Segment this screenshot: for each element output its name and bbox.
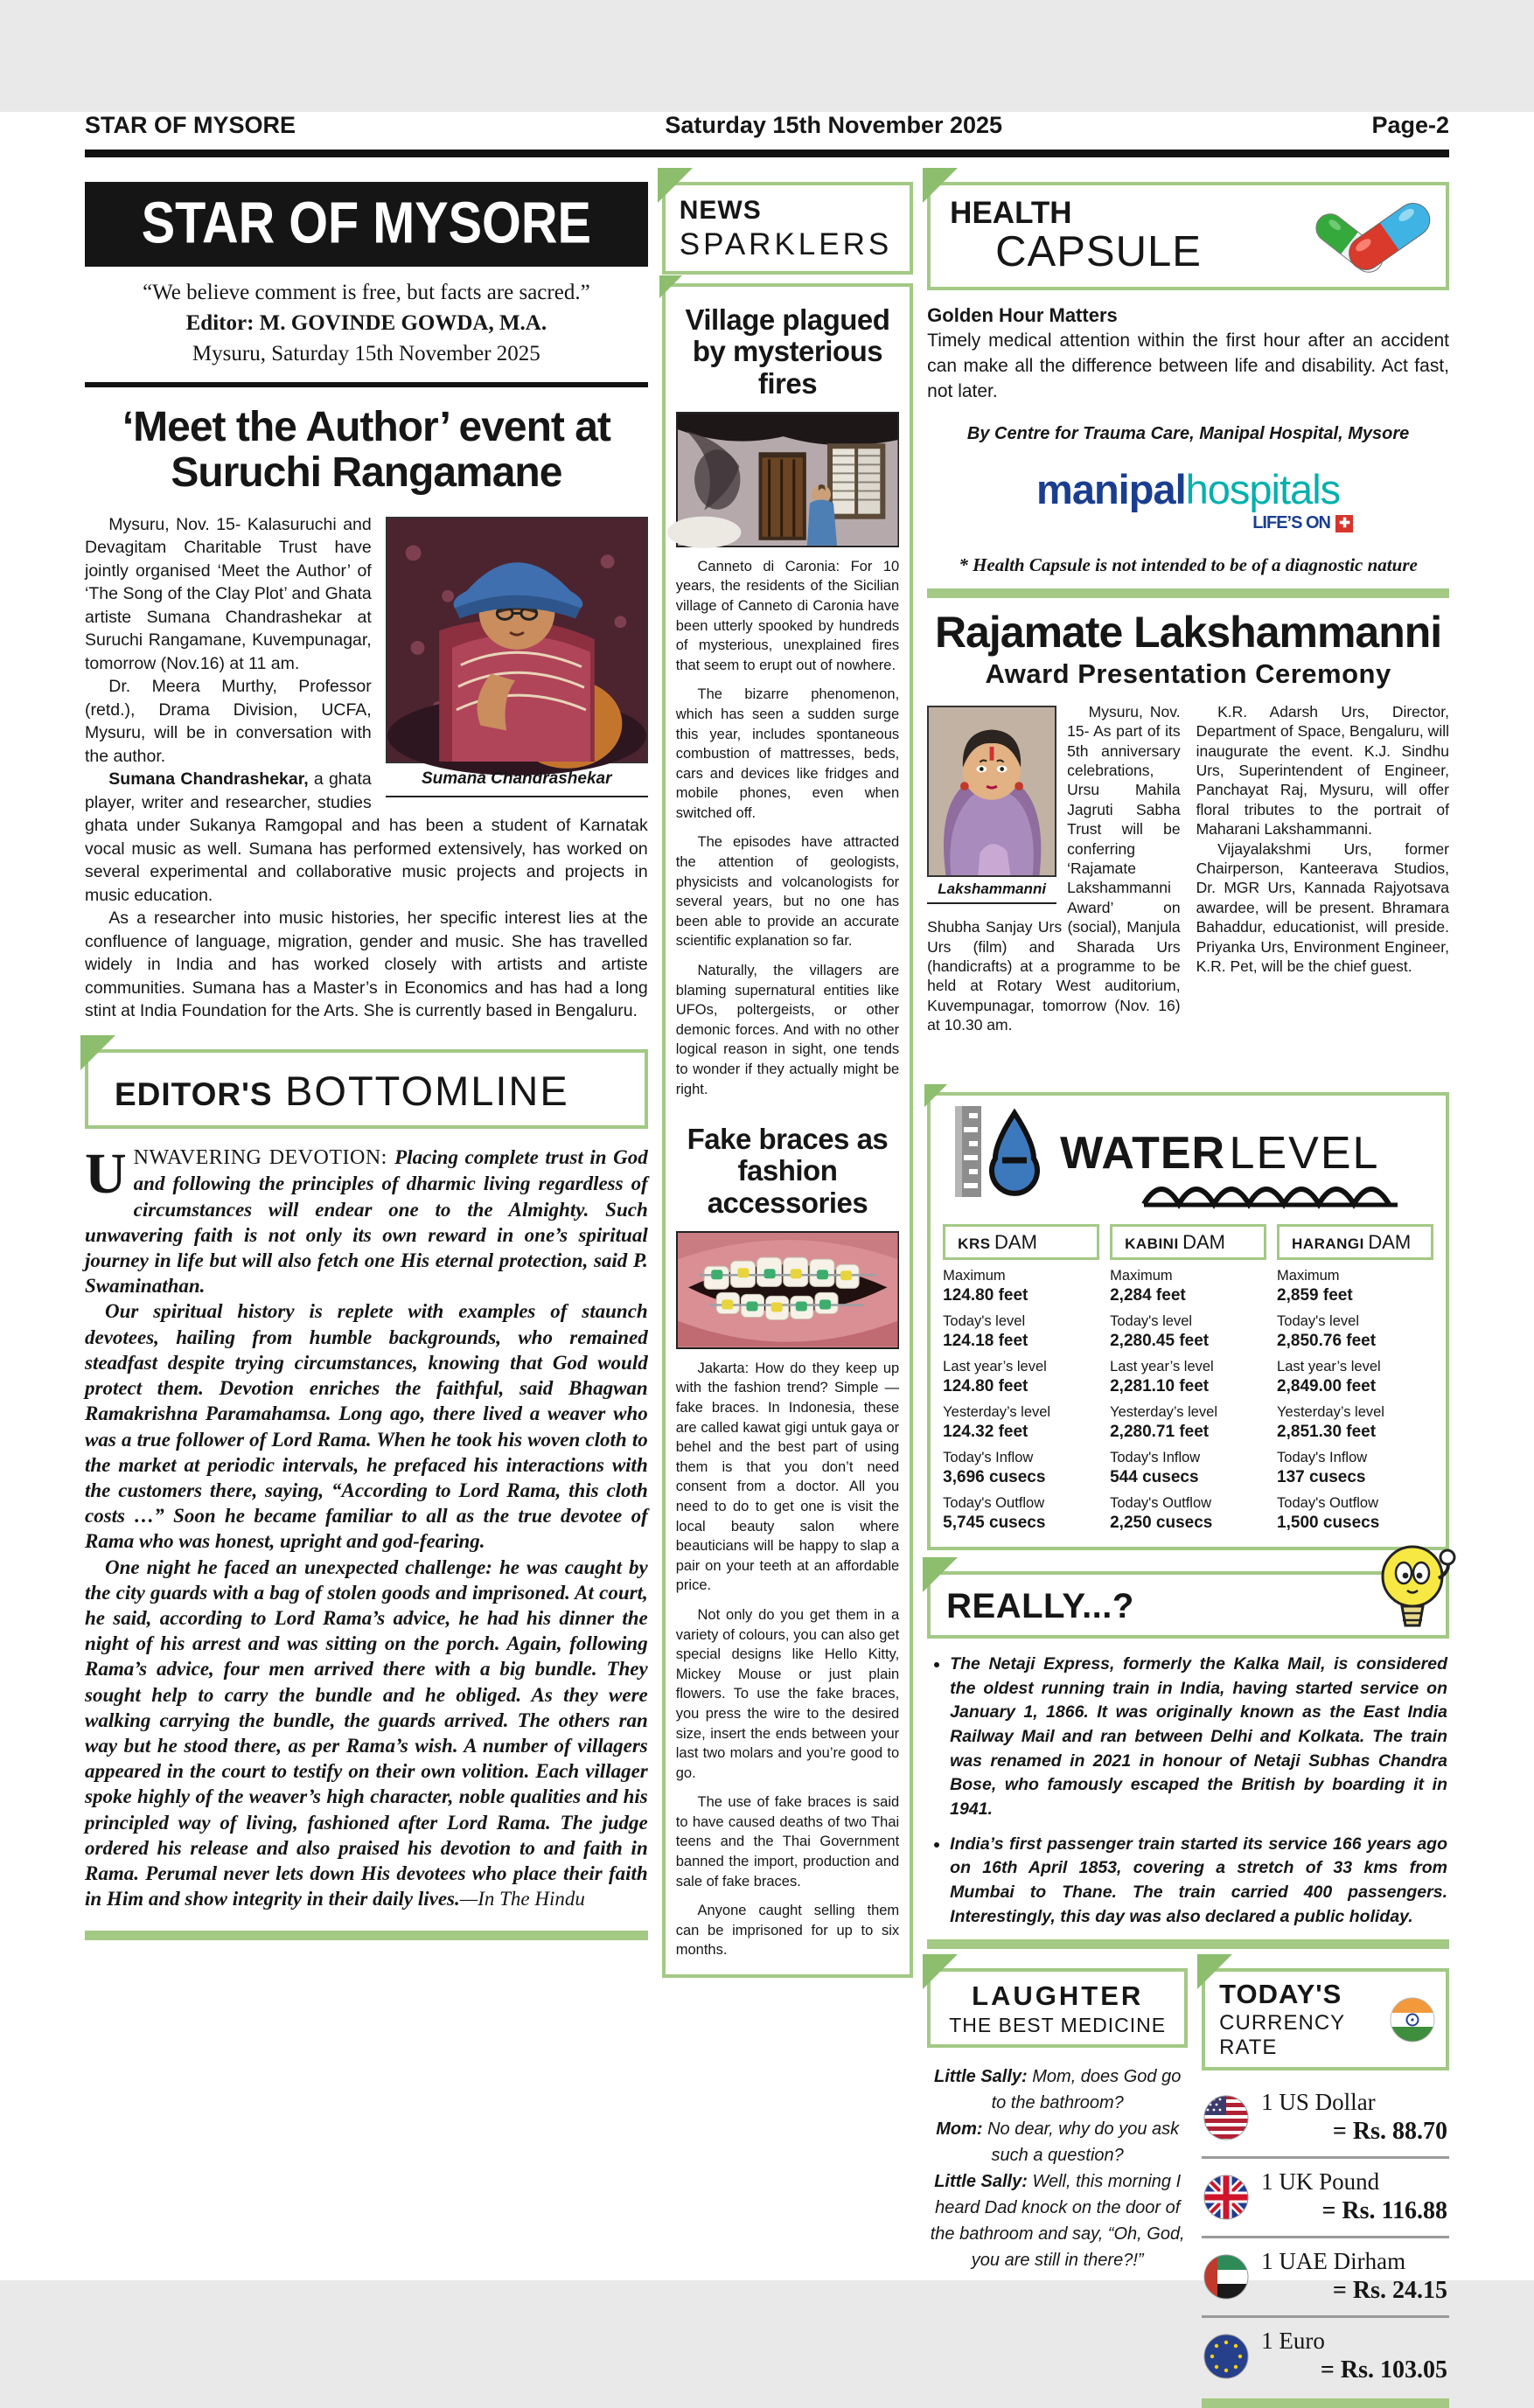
currency-rates-list bbox=[1202, 2079, 1449, 2395]
water-level-section bbox=[927, 1092, 1449, 1550]
rajamate-column-2 bbox=[1196, 702, 1449, 1080]
braces-headline: Fake braces as fashion accessories bbox=[687, 1123, 889, 1219]
rajamate-col2-paragraphs bbox=[1196, 702, 1449, 976]
dam-row-value: 137 cusecs bbox=[1277, 1467, 1366, 1486]
really-end-rule bbox=[927, 1939, 1449, 1949]
joke-text bbox=[927, 2064, 1188, 2273]
uae-flag-icon bbox=[1203, 2254, 1249, 2300]
rajamate-column-1 bbox=[927, 702, 1180, 1080]
masthead-title: STAR OF MYSORE bbox=[141, 189, 591, 256]
dam-row-value: 3,696 cusecs bbox=[943, 1467, 1046, 1486]
currency-rate-value: = Rs. 88.70 bbox=[1332, 2118, 1447, 2146]
water-level-header bbox=[943, 1104, 1433, 1212]
fake-braces-article bbox=[676, 1124, 899, 1960]
bottomline-label-light: BOTTOMLINE bbox=[285, 1068, 569, 1114]
fires-paragraph: The episodes have attracted the attention of geologists, physicists and volcanologists for several years, but no one has been able to provide an accurate scientific explanation so far. bbox=[675, 834, 900, 950]
bottomline-end-rule bbox=[85, 1931, 648, 1940]
meet-author-body bbox=[85, 513, 648, 1023]
currency-rate-text bbox=[1261, 2328, 1447, 2384]
dam-row bbox=[943, 1268, 1099, 1305]
news-sparklers-header bbox=[662, 182, 913, 275]
laughter-header bbox=[927, 1968, 1188, 2048]
really-title: REALLY...? bbox=[946, 1586, 1134, 1625]
currency-rate-label: 1 US Dollar bbox=[1261, 2089, 1376, 2116]
masthead-dateline: Mysuru, Saturday 15th November 2025 bbox=[192, 342, 540, 365]
dam-column bbox=[943, 1224, 1099, 1533]
meet-author-paragraph: Dr. Meera Murthy, Professor (retd.), Drama Division, UCFA, Mysuru, will be in conversation with the author. bbox=[85, 677, 372, 766]
dam-row-label: Today's Outflow bbox=[1277, 1494, 1378, 1511]
dam-levels-table bbox=[943, 1224, 1433, 1533]
laughter-label-light: THE BEST MEDICINE bbox=[949, 2014, 1167, 2037]
masthead-banner bbox=[85, 182, 648, 267]
uk-flag-icon bbox=[1203, 2175, 1249, 2220]
dam-row-label: Maximum bbox=[1110, 1267, 1173, 1284]
attribution: —In The Hindu bbox=[459, 1888, 585, 1910]
currency-rate-text bbox=[1261, 2089, 1447, 2146]
braces-paragraph: Not only do you get them in a variety of colours, you can also get special designs like Hello Kitty, Mickey Mouse or just plain flowers. To use the fake braces, you press the wire to the desired size, insert the ends between your last two molars and you’re good to go. bbox=[675, 1606, 900, 1781]
bottomline-paragraph: UNWAVERING DEVOTION: Placing complete trust in God and following the principles of dharmic living regardless of circumstances will endear one to the Almighty. Such unwavering faith is not only its own reward in one’s spiritual journey in life but will also fetch one His eternal protection, said P. Swaminathan. bbox=[85, 1142, 648, 1298]
lakshammanni-portrait-image bbox=[927, 706, 1056, 877]
braces-paragraph: The use of fake braces is said to have caused deaths of two Thai teens and the Thai Government banned the import, production and sale of fake braces. bbox=[675, 1794, 900, 1890]
really-facts-list bbox=[950, 1653, 1447, 1930]
eu-flag-icon bbox=[1203, 2334, 1249, 2379]
mysterious-fires-article bbox=[676, 304, 899, 1099]
dam-header bbox=[943, 1224, 1099, 1260]
dam-row-value: 1,500 cusecs bbox=[1277, 1513, 1380, 1532]
dam-row-value: 2,850.76 feet bbox=[1277, 1331, 1377, 1350]
middle-column bbox=[662, 182, 913, 1978]
dam-row bbox=[1277, 1450, 1433, 1487]
photo-caption: Lakshammanni bbox=[927, 877, 1056, 904]
wave-icon bbox=[1144, 1181, 1433, 1207]
news-sparklers-label-bold: NEWS bbox=[679, 196, 762, 225]
dam-row bbox=[1277, 1404, 1433, 1442]
meet-author-paragraph: As a researcher into music histories, her specific interest lies at the confluence of language, migration, gender and music. She has travelled widely in India and has worked closely with artists and artiste communities. Sumana has a Master’s in Economics and has had a long stint at India Foundation for the Arts. She is currently based in Bengaluru. bbox=[85, 908, 648, 1021]
bottomline-lead: NWAVERING DEVOTION: bbox=[133, 1146, 395, 1169]
dam-row-label: Today's Inflow bbox=[1277, 1449, 1368, 1465]
health-capsule-title bbox=[950, 196, 1202, 276]
joke-speaker: Little Sally: bbox=[934, 2172, 1028, 2192]
dam-row-value: 2,280.45 feet bbox=[1110, 1331, 1210, 1350]
dam-row-label: Maximum bbox=[1277, 1267, 1340, 1284]
dam-row bbox=[1110, 1450, 1266, 1487]
logo-part1: manipal bbox=[1036, 465, 1186, 512]
bottom-row bbox=[927, 1968, 1449, 2408]
dam-row-value: 124.80 feet bbox=[943, 1285, 1028, 1305]
dam-row-label: Yesterday’s level bbox=[1277, 1403, 1384, 1420]
health-capsule-body: Timely medical attention within the first hour after an accident can make all the difference between life and disability. Act fast, not later. bbox=[927, 331, 1449, 401]
dam-row-value: 2,284 feet bbox=[1110, 1285, 1186, 1305]
braces-paragraph: Anyone caught selling them can be imprisoned for up to six months. bbox=[675, 1903, 900, 1959]
joke-speaker: Mom: bbox=[936, 2119, 983, 2140]
manipal-hospitals-logo bbox=[927, 465, 1449, 533]
dam-header bbox=[1277, 1224, 1433, 1260]
dam-name-suffix: DAM bbox=[1368, 1230, 1412, 1253]
dam-row bbox=[1110, 1359, 1266, 1396]
joke-speaker: Little Sally: bbox=[933, 2067, 1028, 2087]
dam-row-label: Today's level bbox=[1277, 1312, 1359, 1329]
health-capsule-byline: By Centre for Trauma Care, Manipal Hospital, Mysore bbox=[966, 423, 1410, 443]
dam-row-label: Today's Outflow bbox=[943, 1494, 1045, 1511]
dam-name: KRS bbox=[958, 1235, 991, 1252]
currency-end-rule bbox=[1202, 2398, 1449, 2408]
logo-tagline-text: LIFE’S ON bbox=[1252, 512, 1330, 532]
logo-part2: hospitals bbox=[1185, 465, 1341, 512]
health-label-bold: HEALTH bbox=[950, 196, 1072, 230]
dam-row-label: Yesterday’s level bbox=[1110, 1403, 1218, 1420]
fires-headline: Village plagued by mysterious fires bbox=[685, 303, 890, 400]
bottomline-paragraph: Our spiritual history is replete with examples of staunch devotees, hailing from humble backgrounds, who remained steadfast despite trying circumstances, knowing that God would protect them. Devotion enriches the faithful, said Bhagwan Ramakrishna Paramahamsa. Long ago, there lived a weaver who was a true follower of Lord Rama. When he took his woven cloth to the market at periodic intervals, he prefaced his interactions with the customers there, saying, “According to Lord Rama, this cloth costs …” Soon he became familiar to all as the true devotee of Rama who was honest, upright and god-fearing. bbox=[85, 1300, 648, 1553]
dam-row-label: Last year’s level bbox=[1277, 1358, 1381, 1375]
capsule-pills-icon bbox=[1304, 191, 1435, 282]
really-section-header bbox=[927, 1571, 1449, 1639]
masthead-editor: Editor: M. GOVINDE GOWDA, M.A. bbox=[185, 311, 547, 335]
lakshammanni-photo bbox=[927, 706, 1056, 904]
india-flag-icon bbox=[1390, 1997, 1435, 2043]
fires-paragraph: Naturally, the villagers are blaming supernatural entities like UFOs, poltergeists, or other demonic forces. And with no other logical reason in sight, one tends to wonder if they actually might be right. bbox=[675, 963, 900, 1097]
really-fact: • The Netaji Express, formerly the Kalka Mail, is considered the oldest running train in India, having started service on January 1, 1866. It was originally known as the East India Railway Mail and ran between Delhi and Kolkata. The train was renamed in 2021 in honour of Netaji Subhas Chandra Bose, who famously escaped the British by boarding it in 1941. bbox=[950, 1653, 1447, 1822]
dam-row bbox=[1110, 1313, 1266, 1351]
bottomline-paragraph: One night he faced an unexpected challenge: he was caught by the city guards with a bag of stolen goods and imprisoned. At court, he said, according to Lord Rama’s advice, he had his dinner the night of his arrest and was sitting on the porch. Again, following Rama’s advice, four men arrived there with a big bundle. They sought help to carry the bundle and he obliged. As they were walking carrying the bundle, the guards arrived. The others ran way but he stood there, as per Rama’s wish. A number of villagers appeared in the court to testify on their own volition. Each villager spoke highly of the weaver’s high character, noble qualities and his principled way of living, fashioned after Lord Rama. The judge ordered his release and also praised his devotion to and faith in Rama. Perumal never lets down His devotees who place their faith in Him and show integrity in their daily lives.—In The Hindu bbox=[85, 1555, 648, 1910]
sumana-portrait-image bbox=[386, 517, 648, 763]
burnt-room-image bbox=[676, 412, 899, 547]
dam-row-value: 124.80 feet bbox=[943, 1376, 1028, 1395]
dam-row-value: 2,250 cusecs bbox=[1110, 1513, 1213, 1532]
page-content bbox=[85, 182, 1449, 2408]
dam-column bbox=[1110, 1224, 1266, 1533]
dam-row-label: Today's Outflow bbox=[1110, 1494, 1212, 1511]
paragraph-lead: Sumana Chandrashekar, bbox=[108, 769, 309, 790]
joke-line: Little Sally: Well, this morning I heard Dad knock on the door of the bathroom and say, “Oh, God, you are still in there?!” bbox=[930, 2172, 1185, 2271]
braces-image bbox=[676, 1231, 899, 1349]
news-sparklers-body bbox=[662, 283, 913, 1978]
dam-row-value: 124.32 feet bbox=[943, 1422, 1028, 1441]
dam-name: HARANGI bbox=[1292, 1235, 1364, 1252]
health-label-light: CAPSULE bbox=[995, 228, 1202, 275]
water-level-title bbox=[1060, 1127, 1433, 1212]
dam-row-value: 2,280.71 feet bbox=[1110, 1422, 1210, 1441]
bottomline-label-bold: EDITOR'S bbox=[115, 1076, 273, 1112]
header-rule bbox=[85, 150, 1449, 157]
dam-name-suffix: DAM bbox=[994, 1230, 1037, 1253]
issue-date: Saturday 15th November 2025 bbox=[665, 112, 1003, 138]
dam-row bbox=[1110, 1268, 1266, 1305]
dam-row bbox=[943, 1359, 1099, 1396]
dam-row bbox=[1110, 1495, 1266, 1533]
joke-line: Little Sally: Mom, does God go to the bathroom? bbox=[933, 2067, 1182, 2113]
page-running-header bbox=[85, 112, 1449, 139]
dam-row-value: 2,849.00 feet bbox=[1277, 1376, 1377, 1395]
braces-paragraph: Jakarta: How do they keep up with the fashion trend? Simple — fake braces. In Indonesia, these are called kawat gigi untuk gaya or behel and the best part of using them is that you don’t need consent from a doctor. All you need to do to get one is visit the local beauty salon where beauticians will be happy to slap a pair on your teeth at an affordable price. bbox=[675, 1360, 900, 1594]
health-capsule-header bbox=[927, 182, 1449, 290]
dam-row bbox=[1277, 1268, 1433, 1305]
water-title-bold: WATER bbox=[1060, 1127, 1226, 1179]
dam-row-label: Today's Inflow bbox=[943, 1449, 1034, 1465]
us-flag-icon bbox=[1203, 2095, 1249, 2140]
dam-row-label: Yesterday’s level bbox=[943, 1403, 1051, 1420]
currency-label-light: CURRENCY RATE bbox=[1219, 2011, 1345, 2060]
dam-row bbox=[943, 1404, 1099, 1442]
braces-photo bbox=[676, 1231, 899, 1349]
dam-row-label: Maximum bbox=[943, 1267, 1006, 1284]
dam-row bbox=[943, 1450, 1099, 1487]
publication-name: STAR OF MYSORE bbox=[85, 112, 296, 138]
dam-row-value: 5,745 cusecs bbox=[943, 1513, 1046, 1532]
meet-author-paragraph: Mysuru, Nov. 15- Kalasuruchi and Devagitam Charitable Trust have jointly organised ‘Meet the Author’ of ‘The Song of the Clay Plot’ and Ghata artiste Sumana Chandrashekar at Suruchi Rangamane, Kuvempunagar, tomorrow (Nov.16) at 11 am. bbox=[85, 514, 372, 673]
red-cross-icon: ✚ bbox=[1335, 515, 1353, 532]
laughter-section bbox=[927, 1968, 1188, 2408]
dam-row-value: 2,281.10 feet bbox=[1110, 1376, 1210, 1395]
burnt-room-photo bbox=[676, 412, 899, 547]
lightbulb-character-icon bbox=[1370, 1540, 1458, 1645]
meet-author-article bbox=[85, 405, 648, 1023]
dam-row-label: Today's level bbox=[943, 1312, 1026, 1329]
rajamate-paragraph: Vijayalakshmi Urs, former Chairperson, Kanteerava Studios, Dr. MGR Urs, Kannada Rajyotsava awardee, will be present. Bhramara Bahaddur, educationist, will preside. Priyanka Urs, Environment Engineer, K.R. Pet, will be the chief guest. bbox=[1196, 839, 1449, 975]
dam-row bbox=[943, 1313, 1099, 1351]
dropcap: U bbox=[85, 1142, 127, 1206]
dam-row-value: 2,859 feet bbox=[1277, 1285, 1353, 1305]
masthead-quote: “We believe comment is free, but facts are sacred.” bbox=[143, 281, 590, 304]
newspaper-page bbox=[0, 112, 1534, 2384]
rajamate-paragraph: K.R. Adarsh Urs, Director, Department of Space, Bengaluru, will inaugurate the event. K.J. Sindhu Urs, Superintendent of Engineer, Panchayat Raj, Mysuru, will offer floral tributes to the portrait of Maharani Lakshammanni. bbox=[1196, 702, 1449, 839]
currency-rate-text bbox=[1261, 2248, 1447, 2305]
dam-row-label: Today's level bbox=[1110, 1312, 1193, 1329]
currency-rate-value: = Rs. 24.15 bbox=[1332, 2277, 1447, 2305]
currency-rate-label: 1 UK Pound bbox=[1261, 2168, 1380, 2196]
currency-rate-row bbox=[1202, 2079, 1449, 2159]
fires-paragraph: The bizarre phenomenon, which has seen a sudden surge this year, includes spontaneous combustion of mattresses, beds, cars and devices like fridges and mobile phones, even when switched off. bbox=[675, 686, 900, 821]
dam-row-label: Today's Inflow bbox=[1110, 1449, 1201, 1465]
dam-row bbox=[1277, 1495, 1433, 1533]
currency-title bbox=[1219, 1979, 1381, 2060]
currency-rate-label: 1 UAE Dirham bbox=[1261, 2248, 1406, 2275]
bottomline-text bbox=[85, 1142, 648, 1911]
really-fact: • India’s first passenger train started its service 166 years ago on 16th April 1853, covering a stretch of 33 kms from Mumbai to Thane. The train carried 400 passengers. Interestingly, this day was also declared a public holiday. bbox=[950, 1833, 1447, 1930]
health-capsule-end-rule bbox=[927, 588, 1449, 598]
currency-rate-row bbox=[1202, 2318, 1449, 2395]
dam-row-value: 544 cusecs bbox=[1110, 1467, 1199, 1486]
water-title-light: LEVEL bbox=[1229, 1127, 1380, 1179]
braces-paragraphs bbox=[676, 1359, 899, 1960]
rajamate-body bbox=[927, 702, 1449, 1080]
joke-line: Mom: No dear, why do you ask such a question? bbox=[936, 2119, 1180, 2166]
meet-author-paragraph: Sumana Chandrashekar, a ghata player, writer and researcher, studies ghata under Sukanya Ramgopal and has been a student of Karnatak vocal music as well. Sumana has performed extensively, has worked on several experimental and collaborative music projects and projects in music education. bbox=[85, 769, 648, 905]
rajamate-article bbox=[927, 607, 1449, 1080]
dam-name-suffix: DAM bbox=[1182, 1230, 1226, 1253]
dam-name: KABINI bbox=[1125, 1235, 1179, 1252]
currency-rate-text bbox=[1261, 2168, 1447, 2225]
meet-author-headline: ‘Meet the Author’ event at Suruchi Rangamane bbox=[122, 404, 610, 496]
currency-rate-row bbox=[1202, 2159, 1449, 2238]
rajamate-headline: Rajamate Lakshammanni bbox=[934, 607, 1442, 657]
dam-row bbox=[1110, 1404, 1266, 1442]
laughter-label-bold: LAUGHTER bbox=[972, 1980, 1144, 2012]
dam-row-label: Last year’s level bbox=[943, 1358, 1047, 1375]
logo-tagline bbox=[927, 513, 1353, 533]
dam-row-value: 2,851.30 feet bbox=[1277, 1422, 1377, 1441]
health-capsule-disclaimer: * Health Capsule is not intended to be of a diagnostic nature bbox=[959, 553, 1418, 575]
rajamate-subhead: Award Presentation Ceremony bbox=[985, 658, 1391, 689]
right-column bbox=[927, 182, 1449, 2408]
dam-row-value: 124.18 feet bbox=[943, 1331, 1028, 1350]
dam-row bbox=[1277, 1313, 1433, 1351]
dam-row bbox=[943, 1495, 1099, 1533]
dam-header bbox=[1110, 1224, 1266, 1260]
rajamate-paragraph: Mysuru, Nov. 15- As part of its 5th anniversary celebrations, Ursu Mahila Jagruti Sabha Trust will be conferring ‘Rajamate Lakshammanni Award’ on Shubha Sanjay Urs (social), Manjula Urs (film) and Sharada Urs (handicrafts) at a programme to be held at Rotary West auditorium, Kuvempunagar, tomorrow (Nov. 16) at 10.30 am. bbox=[927, 702, 1181, 1034]
currency-label-bold: TODAY'S bbox=[1219, 1979, 1342, 2010]
water-gauge-icon bbox=[943, 1104, 1048, 1209]
news-sparklers-label-light: SPARKLERS bbox=[679, 227, 893, 261]
fires-paragraphs bbox=[676, 557, 899, 1099]
currency-rate-value: = Rs. 116.88 bbox=[1321, 2197, 1447, 2225]
editors-bottomline-header bbox=[85, 1049, 648, 1129]
currency-rate-label: 1 Euro bbox=[1261, 2328, 1325, 2355]
dam-column bbox=[1277, 1224, 1433, 1533]
editors-bottomline-section bbox=[85, 1049, 648, 1940]
dam-row bbox=[1277, 1359, 1433, 1396]
health-capsule-subhead: Golden Hour Matters bbox=[927, 304, 1118, 326]
divider-rule bbox=[85, 382, 648, 387]
photo-caption: Sumana Chandrashekar bbox=[386, 763, 648, 798]
left-column bbox=[85, 182, 648, 1940]
currency-header bbox=[1202, 1968, 1449, 2070]
fires-paragraph: Canneto di Caronia: For 10 years, the residents of the Sicilian village of Canneto di Caronia have been utterly spooked by hundreds of mysterious, unexplained fires that seem to erupt out of nowhere. bbox=[675, 558, 900, 673]
currency-rate-value: = Rs. 103.05 bbox=[1320, 2356, 1447, 2384]
meet-author-photo bbox=[386, 517, 648, 798]
page-number: Page-2 bbox=[1371, 112, 1449, 138]
dam-row-label: Last year’s level bbox=[1110, 1358, 1214, 1375]
currency-section bbox=[1202, 1968, 1449, 2408]
currency-rate-row bbox=[1202, 2238, 1449, 2318]
